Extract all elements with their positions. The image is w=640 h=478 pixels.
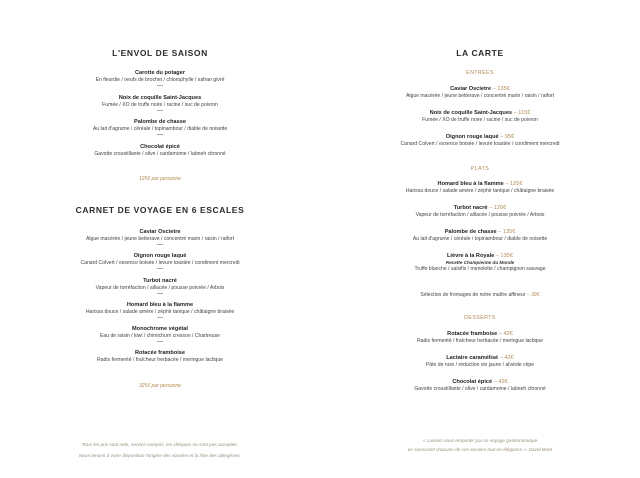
list-item: Noix de coquille Saint-Jacques – 115€ Fumée / XO de truffe noire / racine / suc de poivron xyxy=(320,110,640,124)
divider xyxy=(157,110,163,111)
dish-desc: Au lait d'agrume / céréale / topinambour / diable de noisette xyxy=(92,126,228,132)
dish-desc: Fumée / XO de truffe noire / racine / suc de poivron xyxy=(422,117,538,123)
dish-name: Chocolat épicé xyxy=(452,379,493,385)
divider xyxy=(157,317,163,318)
dish-desc: Harissa douce / salade amère / zéphir tanique / châtaigne braisée xyxy=(85,309,235,315)
dish-desc: Gavotte croustillante / olive / cardamome / labneh citronné xyxy=(94,151,226,157)
list-item xyxy=(0,253,320,269)
list-item xyxy=(0,119,320,135)
dish-note: Recette Champienne du Monde xyxy=(445,260,515,265)
envol-title: L'ENVOL DE SAISON xyxy=(112,48,208,58)
list-item: Lactaire caramélisé – 42€ Pâte de noix / réduction vin jaune / alvéole cèpe xyxy=(320,355,640,369)
list-item: Lièvre à la Royale – 135€ Recette Champienne du Monde Truffe blanche / salsifis / menolette / champignon sauvage xyxy=(320,253,640,273)
divider xyxy=(157,134,163,135)
list-item: Turbot nacré – 120€ Vapeur de torréfaction / aillacée / pousse poivrée / Arbois xyxy=(320,205,640,219)
list-item: Oignon rouge laqué – 95€ Canard Colvert / essence boisée / levure toastée / condiment mercredi xyxy=(320,134,640,148)
list-item: Homard bleu à la flamme – 125€ Harissa douce / salade amère / zéphir tanique / châtaigne braisée xyxy=(320,181,640,195)
dish-price: 42€ xyxy=(504,355,514,361)
dish-desc: Radis fermenté / fraîcheur herbacée / meringue lactique xyxy=(97,357,223,363)
carnet-price: 325€ par personne xyxy=(139,383,181,389)
carte-title: LA CARTE xyxy=(456,48,504,58)
envol-price: 125€ par personne xyxy=(139,176,181,182)
dish-name: Oignon rouge laqué xyxy=(133,253,187,259)
dish-price: 120€ xyxy=(493,205,507,211)
divider xyxy=(157,268,163,269)
dish-name: Noix de coquille Saint-Jacques xyxy=(118,95,202,101)
dish-name: Caviar Oscietre xyxy=(139,229,181,235)
entrees-label: ENTRÉES xyxy=(466,70,494,76)
dish-price: 115€ xyxy=(518,110,531,116)
dish-name: Palombe de chasse xyxy=(134,119,186,125)
dish-name: Noix de coquille Saint-Jacques xyxy=(429,110,513,116)
divider xyxy=(157,293,163,294)
dish-name: Turbot nacré xyxy=(143,278,177,284)
carnet-title: CARNET DE VOYAGE EN 6 ESCALES xyxy=(75,205,245,215)
list-item: Palombe de chasse – 135€ Au lait d'agrume / céréale / topinambour / diable de noisette xyxy=(320,229,640,243)
list-item: Rotacée framboise – 42€ Radis fermenté / fraîcheur herbacée / meringue lactique xyxy=(320,331,640,345)
dish-name: Lactaire caramélisé xyxy=(446,355,499,361)
dish-name: Rotacée framboise xyxy=(134,350,186,356)
dish-name: Oignon rouge laqué xyxy=(445,134,499,140)
dish-desc: Vapeur de torréfaction / aillacée / pousse poivrée / Arbois xyxy=(415,212,545,218)
list-item xyxy=(0,326,320,342)
dish-name: Homard bleu à la flamme xyxy=(437,181,504,187)
divider xyxy=(157,85,163,86)
dish-name: Sélection de fromages de notre maître affineur xyxy=(420,292,526,298)
list-item xyxy=(0,144,320,158)
dish-price: 95€ xyxy=(504,134,515,140)
dish-price: 125€ xyxy=(510,181,523,187)
list-item: Caviar Oscietre – 135€ Algue macérée / jeune betterave / concentré marin / raisin / raifort xyxy=(320,86,640,100)
dish-name: Carotte du potager xyxy=(134,70,186,76)
dish-desc: Algue macérée / jeune betterave / concentré marin / raisin / raifort xyxy=(405,93,555,99)
dish-name: Homard bleu à la flamme xyxy=(126,302,194,308)
dish-desc: Eau de raisin / kiwi / chimichurri cresson / Chartreuse xyxy=(99,333,221,339)
dish-name: Turbot nacré xyxy=(453,205,488,211)
dish-price: 39€ xyxy=(531,292,540,298)
footer-line: Tous les prix sont nets, service compris, les chèques ne sont pas acceptés. xyxy=(81,442,239,447)
dish-desc: Pâte de noix / réduction vin jaune / alvéole cèpe xyxy=(425,362,535,368)
dish-price: 42€ xyxy=(503,331,513,337)
list-item: Sélection de fromages de notre maître affineur – 39€ xyxy=(420,292,540,298)
quote-line: « Laissez-vous emporter par ce voyage gastronomique xyxy=(422,438,538,443)
dish-desc: En fleurdie / oeufs de brochet / chlorophylle / safran givré xyxy=(95,77,225,83)
dish-name: Rotacée framboise xyxy=(447,331,498,337)
desserts-label: DESSERTS xyxy=(464,315,496,321)
dish-desc: Radis fermenté / fraîcheur herbacée / meringue lactique xyxy=(417,338,543,344)
list-item: Chocolat épicé – 42€ Gavotte croustillante / olive / cardamome / labneh citronné xyxy=(320,379,640,393)
dish-name: Caviar Oscietre xyxy=(450,86,492,92)
quote-line: en savourant chacune de ces escales tout en élégance ». David Bizet xyxy=(407,447,553,452)
dish-price: 135€ xyxy=(497,86,510,92)
list-item xyxy=(0,70,320,86)
dish-desc: Au lait d'agrume / céréale / topinambour / diable de noisette xyxy=(412,236,548,242)
divider xyxy=(157,244,163,245)
list-item xyxy=(0,229,320,245)
dish-price: 42€ xyxy=(498,379,508,385)
dish-desc: Algue macérée / jeune betterave / concentré marin / raisin / raifort xyxy=(85,236,235,242)
list-item xyxy=(0,278,320,294)
plats-label: PLATS xyxy=(470,166,490,172)
list-item xyxy=(0,302,320,318)
dish-desc: Harissa douce / salade amère / zéphir tanique / châtaigne braisée xyxy=(405,188,555,194)
list-item xyxy=(0,95,320,111)
dish-desc: Truffe blanche / salsifis / menolette / champignon sauvage xyxy=(414,266,546,272)
dish-name: Palombe de chasse xyxy=(444,229,497,235)
dish-desc: Canard Colvert / essence boisée / levure toastée / condiment mercredi xyxy=(400,141,560,147)
dish-desc: Gavotte croustillante / olive / cardamome / labneh citronné xyxy=(414,386,546,392)
dish-name: Monochrome végétal xyxy=(132,326,188,332)
dish-name: Chocolat épicé xyxy=(140,144,180,150)
dish-desc: Fumée / XO de truffe noire / racine / suc de poivron xyxy=(102,102,218,108)
dish-name: Lièvre à la Royale xyxy=(447,253,495,259)
dish-desc: Vapeur de torréfaction / aillacée / pousse poivrée / Arbois xyxy=(95,285,225,291)
dish-price: 135€ xyxy=(500,253,513,259)
footer-line: Nous tenons à votre disposition l'origine des viandes et la liste des allergènes. xyxy=(79,453,241,458)
divider xyxy=(157,341,163,342)
dish-desc: Canard Colvert / essence boisée / levure toastée / condiment mercredi xyxy=(80,260,240,266)
dish-price: 135€ xyxy=(502,229,516,235)
list-item xyxy=(0,350,320,364)
